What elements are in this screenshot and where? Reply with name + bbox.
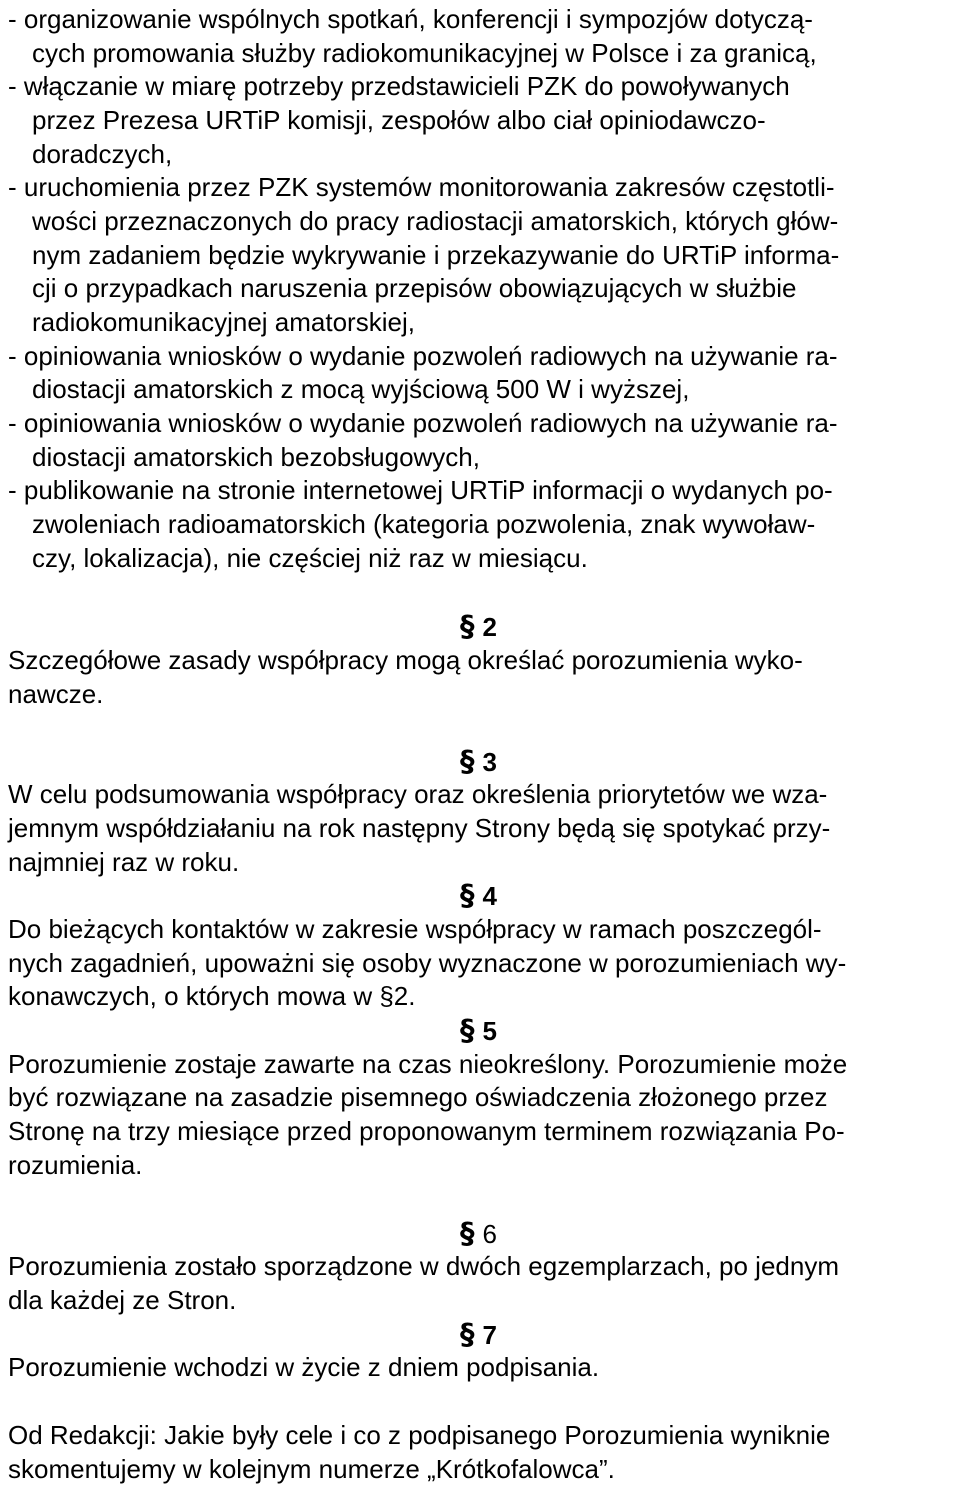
section-text: W celu podsumowania współpracy oraz określenia priorytetów we wza- [8,779,828,809]
list-item: nym zadaniem będzie wykrywanie i przekazywanie do URTiP informa- [32,240,840,270]
section-heading [460,609,497,643]
section-symbol: § [460,1317,475,1351]
section-text: dla każdej ze Stron. [8,1285,237,1315]
section-symbol: § [460,1216,475,1250]
section-heading [460,878,497,912]
list-item: cji o przypadkach naruszenia przepisów obowiązujących w służbie [32,273,797,303]
section-symbol: § [460,609,475,643]
list-item: - publikowanie na stronie internetowej URTiP informacji o wydanych po- [8,475,833,505]
section-text: konawczych, o których mowa w §2. [8,981,416,1011]
section-text: rozumienia. [8,1150,143,1180]
section-text: najmniej raz w roku. [8,847,240,877]
section-number: 5 [482,1016,497,1046]
editor-note-text: skomentujemy w kolejnym numerze „Krótkofalowca”. [8,1454,615,1484]
list-item: - opiniowania wniosków o wydanie pozwoleń radiowych na używanie ra- [8,341,838,371]
section-text: Stronę na trzy miesiące przed proponowanym terminem rozwiązania Po- [8,1116,845,1146]
section-number: 3 [482,747,497,777]
section-number: 7 [482,1320,497,1350]
list-item: - włączanie w miarę potrzeby przedstawicieli PZK do powoływanych [8,71,790,101]
section-number: 4 [482,881,497,911]
section-text: Porozumienia zostało sporządzone w dwóch egzemplarzach, po jednym [8,1251,839,1281]
section-text: Szczegółowe zasady współpracy mogą określać porozumienia wyko- [8,645,803,675]
section-heading [460,1317,497,1351]
list-item: czy, lokalizacja), nie częściej niż raz w miesiącu. [32,543,588,573]
list-item: - organizowanie wspólnych spotkań, konferencji i sympozjów dotyczą- [8,4,813,34]
section-symbol: § [460,744,475,778]
section-text: nych zagadnień, upoważni się osoby wyznaczone w porozumieniach wy- [8,948,847,978]
section-symbol: § [460,878,475,912]
list-item: zwoleniach radioamatorskich (kategoria pozwolenia, znak wywoław- [32,509,816,539]
section-text: być rozwiązane na zasadzie pisemnego oświadczenia złożonego przez [8,1082,828,1112]
section-heading [460,1013,497,1047]
list-item: cych promowania służby radiokomunikacyjnej w Polsce i za granicą, [32,38,817,68]
section-heading [460,744,497,778]
list-item: - opiniowania wniosków o wydanie pozwoleń radiowych na używanie ra- [8,408,838,438]
section-text: Porozumienie wchodzi w życie z dniem podpisania. [8,1352,600,1382]
section-heading [460,1216,497,1250]
section-text: nawcze. [8,679,104,709]
section-text: Porozumienie zostaje zawarte na czas nieokreślony. Porozumienie może [8,1049,848,1079]
editor-note-text: Od Redakcji: Jakie były cele i co z podpisanego Porozumienia wyniknie [8,1420,831,1450]
section-symbol: § [460,1013,475,1047]
section-text: Do bieżących kontaktów w zakresie współpracy w ramach poszczegól- [8,914,822,944]
list-item: diostacji amatorskich z mocą wyjściową 500 W i wyższej, [32,374,690,404]
list-item: wości przeznaczonych do pracy radiostacji amatorskich, których głów- [32,206,839,236]
list-item: radiokomunikacyjnej amatorskiej, [32,307,415,337]
section-number: 6 [482,1219,497,1249]
section-text: jemnym współdziałaniu na rok następny Strony będą się spotykać przy- [8,813,831,843]
list-item: doradczych, [32,139,173,169]
list-item: - uruchomienia przez PZK systemów monitorowania zakresów częstotli- [8,172,835,202]
list-item: przez Prezesa URTiP komisji, zespołów albo ciał opiniodawczo- [32,105,766,135]
list-item: diostacji amatorskich bezobsługowych, [32,442,480,472]
section-number: 2 [482,612,497,642]
